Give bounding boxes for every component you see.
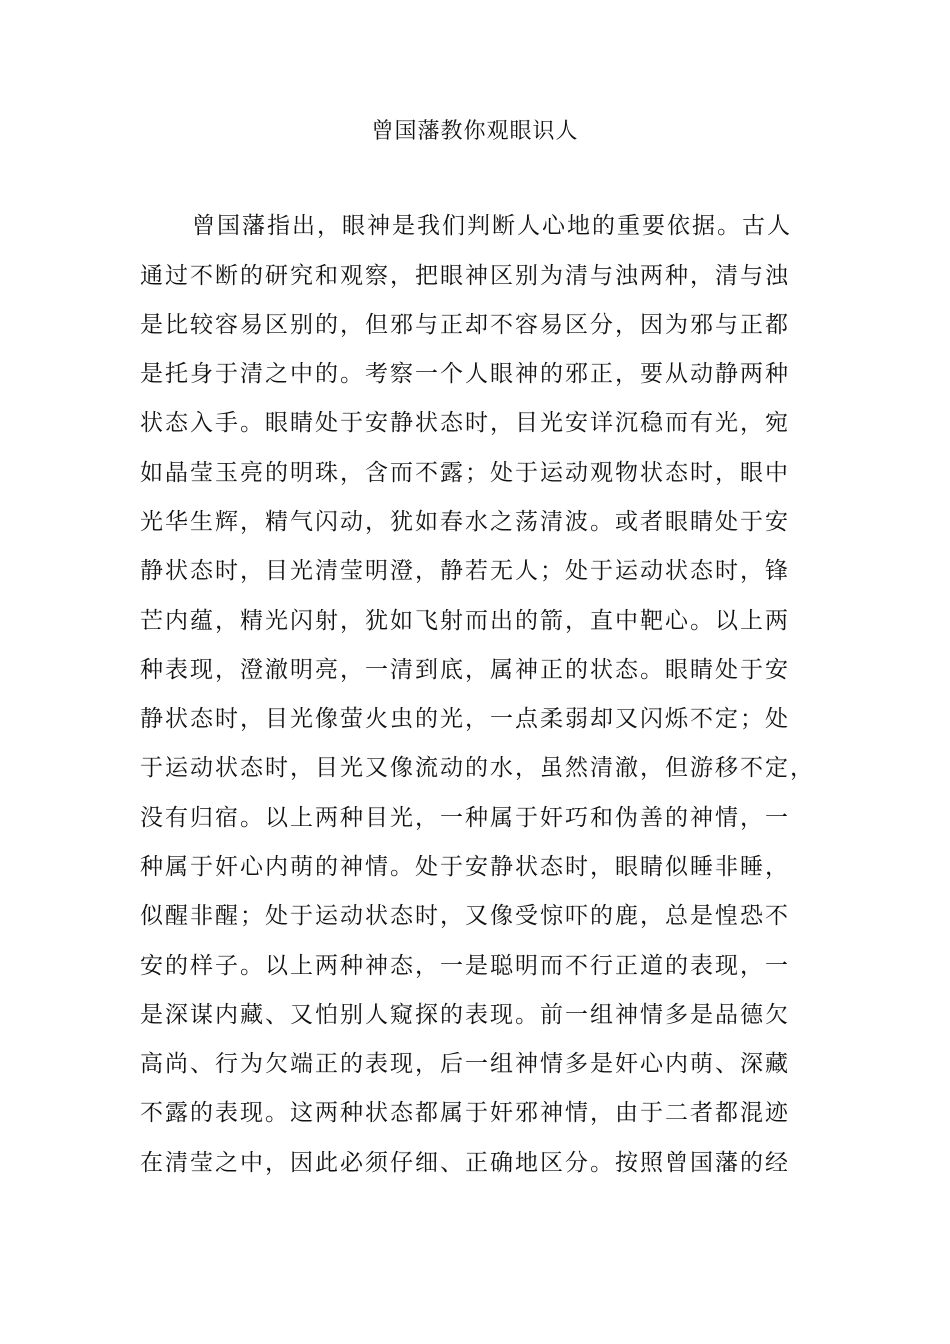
text-line: 静状态时，目光像萤火虫的光，一点柔弱却又闪烁不定；处 <box>140 706 790 732</box>
text-line: 种属于奸心内萌的神情。处于安静状态时，眼睛似睡非睡， <box>140 854 790 880</box>
text-line: 芒内蕴，精光闪射，犹如飞射而出的箭，直中靶心。以上两 <box>140 608 790 634</box>
text-line: 通过不断的研究和观察，把眼神区别为清与浊两种，清与浊 <box>140 263 790 289</box>
text-line: 在清莹之中，因此必须仔细、正确地区分。按照曾国藩的经 <box>140 1150 790 1176</box>
text-line: 没有归宿。以上两种目光，一种属于奸巧和伪善的神情，一 <box>140 805 790 831</box>
text-line: 高尚、行为欠端正的表现，后一组神情多是奸心内萌、深藏 <box>140 1051 790 1077</box>
text-line: 安的样子。以上两种神态，一是聪明而不行正道的表现，一 <box>140 953 790 979</box>
text-line: 如晶莹玉亮的明珠，含而不露；处于运动观物状态时，眼中 <box>140 460 790 486</box>
text-line: 曾国藩指出，眼神是我们判断人心地的重要依据。古人 <box>192 213 792 239</box>
text-line: 于运动状态时，目光又像流动的水，虽然清澈，但游移不定， <box>140 755 815 781</box>
text-line: 似醒非醒；处于运动状态时，又像受惊吓的鹿，总是惶恐不 <box>140 903 790 929</box>
text-line: 种表现，澄澈明亮，一清到底，属神正的状态。眼睛处于安 <box>140 657 790 683</box>
text-line: 是深谋内藏、又怕别人窥探的表现。前一组神情多是品德欠 <box>140 1002 790 1028</box>
text-line: 是托身于清之中的。考察一个人眼神的邪正，要从动静两种 <box>140 361 790 387</box>
text-line: 光华生辉，精气闪动，犹如春水之荡清波。或者眼睛处于安 <box>140 509 790 535</box>
text-line: 状态入手。眼睛处于安静状态时，目光安详沉稳而有光，宛 <box>140 410 790 436</box>
text-line: 不露的表现。这两种状态都属于奸邪神情，由于二者都混迹 <box>140 1100 790 1126</box>
text-line: 静状态时，目光清莹明澄，静若无人；处于运动状态时，锋 <box>140 558 790 584</box>
document-title: 曾国藩教你观眼识人 <box>371 119 579 144</box>
text-line: 是比较容易区别的，但邪与正却不容易区分，因为邪与正都 <box>140 312 790 338</box>
